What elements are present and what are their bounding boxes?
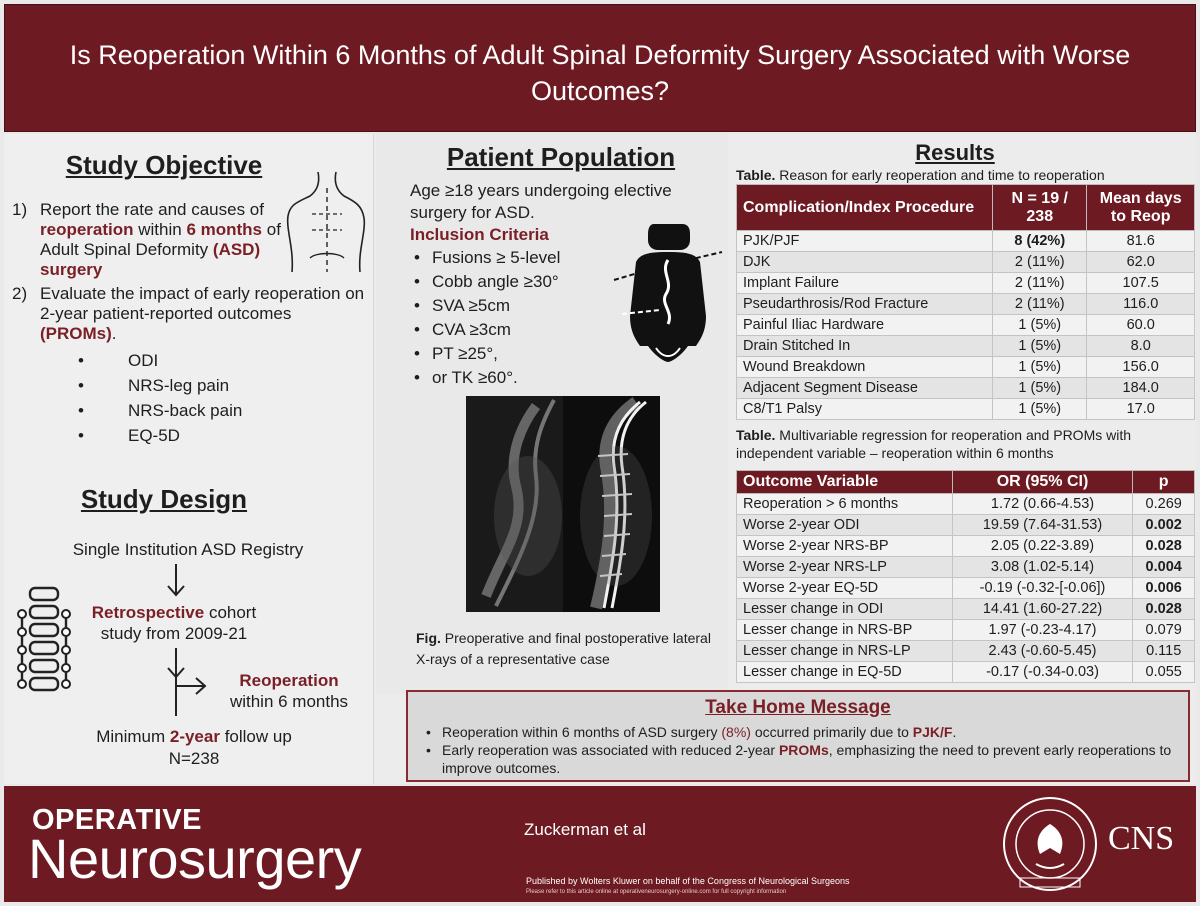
- table-cell: Worse 2-year NRS-BP: [737, 536, 953, 557]
- cns-wordmark: CNS: [1108, 820, 1175, 857]
- list-item: • ODI: [78, 348, 372, 373]
- table-cell: 0.028: [1133, 536, 1195, 557]
- table-row: [737, 273, 1195, 294]
- table-cell: 62.0: [1087, 252, 1195, 273]
- table-cell: 0.055: [1133, 662, 1195, 683]
- table-cell: 0.004: [1133, 557, 1195, 578]
- table-row: [737, 599, 1195, 620]
- objective-item-1: 1) Report the rate and causes of reoperation within 6 months of Adult Spinal Deformity (ASD) surgery: [12, 200, 281, 279]
- table-cell: 1.97 (-0.23-4.17): [952, 620, 1133, 641]
- figure-caption: Fig. Preoperative and final postoperative lateral X-rays of a representative case: [416, 630, 711, 667]
- table-row: [737, 315, 1195, 336]
- table-row: [737, 536, 1195, 557]
- left-column: [4, 134, 374, 784]
- table-cell: 2.43 (-0.60-5.45): [952, 641, 1133, 662]
- publisher-note: Published by Wolters Kluwer on behalf of the Congress of Neurological Surgeons: [526, 876, 850, 886]
- table-cell: -0.19 (-0.32-[-0.06]): [952, 578, 1133, 599]
- registry-text: Single Institution ASD Registry: [72, 540, 304, 559]
- table-cell: Wound Breakdown: [737, 357, 993, 378]
- table-cell: Adjacent Segment Disease: [737, 378, 993, 399]
- table-cell: -0.17 (-0.34-0.03): [952, 662, 1133, 683]
- table-cell: 116.0: [1087, 294, 1195, 315]
- table-row: [737, 357, 1195, 378]
- retrospective-text: Retrospective cohort study from 2009-21: [91, 603, 257, 643]
- list-item: • NRS-leg pain: [78, 373, 372, 398]
- footer-banner: [4, 786, 1196, 902]
- table-cell: Painful Iliac Hardware: [737, 315, 993, 336]
- col-header: OR (95% CI): [952, 471, 1133, 494]
- table-cell: 2 (11%): [993, 252, 1087, 273]
- title-banner: [4, 4, 1196, 132]
- table-cell: 60.0: [1087, 315, 1195, 336]
- table1-caption: Table. Reason for early reoperation and time to reoperation: [736, 167, 1105, 183]
- col-header: N = 19 / 238: [993, 185, 1087, 231]
- table-cell: 0.115: [1133, 641, 1195, 662]
- table-cell: 0.079: [1133, 620, 1195, 641]
- author-credit: Zuckerman et al: [524, 820, 646, 839]
- table-cell: 8.0: [1087, 336, 1195, 357]
- table-cell: 19.59 (7.64-31.53): [952, 515, 1133, 536]
- patient-population-heading: Patient Population: [446, 142, 676, 172]
- list-item: • EQ-5D: [78, 423, 372, 448]
- table-cell: 17.0: [1087, 399, 1195, 420]
- table-cell: 1 (5%): [993, 357, 1087, 378]
- col-header: Complication/Index Procedure: [737, 185, 993, 231]
- table-cell: 1 (5%): [993, 378, 1087, 399]
- table-cell: 2 (11%): [993, 294, 1087, 315]
- list-item: • SVA ≥5cm: [410, 294, 730, 318]
- table-header-row: [737, 185, 1195, 231]
- table-cell: Lesser change in EQ-5D: [737, 662, 953, 683]
- list-item: • PT ≥25°,: [410, 342, 730, 366]
- table-cell: 3.08 (1.02-5.14): [952, 557, 1133, 578]
- study-objective-heading: Study Objective: [65, 150, 263, 180]
- list-item: • Fusions ≥ 5-level: [410, 246, 730, 270]
- list-item: • Early reoperation was associated with reduced 2-year PROMs, emphasizing the need to prevent early reoperations to improve outcomes.: [426, 741, 1188, 777]
- table-cell: Lesser change in NRS-BP: [737, 620, 953, 641]
- table-cell: 0.006: [1133, 578, 1195, 599]
- table-cell: Drain Stitched In: [737, 336, 993, 357]
- table-cell: Pseudarthrosis/Rod Fracture: [737, 294, 993, 315]
- table-cell: 0.002: [1133, 515, 1195, 536]
- take-home-list: [426, 723, 1188, 777]
- table-header-row: [737, 471, 1195, 494]
- table-row: [737, 252, 1195, 273]
- objective-list: [12, 200, 372, 448]
- col-header: Mean days to Reop: [1087, 185, 1195, 231]
- sample-size-text: N=238: [168, 749, 220, 768]
- col-header: p: [1133, 471, 1195, 494]
- prom-list: [78, 348, 372, 448]
- copyright-note: Please refer to this article online at operativeneurosurgery-online.com for full copyright information: [526, 889, 787, 895]
- table-cell: Lesser change in NRS-LP: [737, 641, 953, 662]
- torso-silhouette-icon: [608, 218, 726, 368]
- right-column: [730, 134, 1196, 694]
- journal-name-top: OPERATIVE: [32, 804, 202, 836]
- list-item: • NRS-back pain: [78, 398, 372, 423]
- table-row: [737, 620, 1195, 641]
- table-cell: 8 (42%): [993, 231, 1087, 252]
- list-item: • or TK ≥60°.: [410, 366, 730, 390]
- list-item: • Reoperation within 6 months of ASD surgery (8%) occurred primarily due to PJK/F.: [426, 723, 1188, 741]
- table-cell: 2 (11%): [993, 273, 1087, 294]
- table-cell: Worse 2-year EQ-5D: [737, 578, 953, 599]
- table-row: [737, 515, 1195, 536]
- col-header: Outcome Variable: [737, 471, 953, 494]
- table-cell: 0.269: [1133, 494, 1195, 515]
- regression-table: [736, 470, 1195, 683]
- table-row: [737, 662, 1195, 683]
- xray-images: [466, 396, 660, 612]
- poster-title: Is Reoperation Within 6 Months of Adult Spinal Deformity Surgery Associated with Worse Outcomes?: [69, 40, 1131, 106]
- table-cell: 2.05 (0.22-3.89): [952, 536, 1133, 557]
- table-cell: 0.028: [1133, 599, 1195, 620]
- study-design-heading: Study Design: [80, 484, 248, 514]
- table-row: [737, 557, 1195, 578]
- take-home-box: [406, 690, 1190, 782]
- list-item: • Cobb angle ≥30°: [410, 270, 730, 294]
- table-cell: 1 (5%): [993, 336, 1087, 357]
- table-cell: Worse 2-year NRS-LP: [737, 557, 953, 578]
- table-cell: 156.0: [1087, 357, 1195, 378]
- reoperation-reasons-table: [736, 184, 1195, 420]
- xray-image: [466, 396, 660, 612]
- arrow-down-icon: [164, 562, 188, 598]
- cns-seal-logo: [1000, 794, 1100, 894]
- list-item: • CVA ≥3cm: [410, 318, 730, 342]
- results-heading: Results: [915, 140, 995, 165]
- table-row: [737, 378, 1195, 399]
- table-row: [737, 399, 1195, 420]
- table-row: [737, 578, 1195, 599]
- table-cell: 1.72 (0.66-4.53): [952, 494, 1133, 515]
- objective-item-2: 2) Evaluate the impact of early reoperation on 2-year patient-reported outcomes (PROMs).: [12, 284, 365, 343]
- table-cell: 14.41 (1.60-27.22): [952, 599, 1133, 620]
- table-row: [737, 336, 1195, 357]
- middle-column: [376, 134, 728, 694]
- table2-caption: Table. Multivariable regression for reoperation and PROMs with independent variable – reoperation within 6 months: [736, 427, 1132, 461]
- table-cell: 1 (5%): [993, 399, 1087, 420]
- table-cell: Implant Failure: [737, 273, 993, 294]
- table-cell: Lesser change in ODI: [737, 599, 953, 620]
- take-home-heading: Take Home Message: [705, 697, 891, 718]
- spine-implant-icon: [14, 584, 74, 700]
- table-cell: 1 (5%): [993, 315, 1087, 336]
- table-cell: 107.5: [1087, 273, 1195, 294]
- reoperation-text: Reoperation within 6 months: [229, 671, 349, 711]
- table-cell: 81.6: [1087, 231, 1195, 252]
- main-content: [4, 134, 1196, 784]
- table-cell: C8/T1 Palsy: [737, 399, 993, 420]
- table-cell: PJK/PJF: [737, 231, 993, 252]
- inclusion-heading: Inclusion Criteria: [410, 225, 549, 244]
- table-row: [737, 641, 1195, 662]
- journal-name: Neurosurgery: [28, 827, 362, 890]
- table-cell: Reoperation > 6 months: [737, 494, 953, 515]
- table-row: [737, 294, 1195, 315]
- table-row: [737, 231, 1195, 252]
- table-cell: 184.0: [1087, 378, 1195, 399]
- age-criterion: Age ≥18 years undergoing elective surgery for ASD.: [410, 181, 672, 222]
- followup-text: Minimum 2-year follow up: [96, 727, 292, 746]
- arrow-branch-right-icon: [170, 654, 210, 724]
- table-cell: DJK: [737, 252, 993, 273]
- table-cell: Worse 2-year ODI: [737, 515, 953, 536]
- table-row: [737, 494, 1195, 515]
